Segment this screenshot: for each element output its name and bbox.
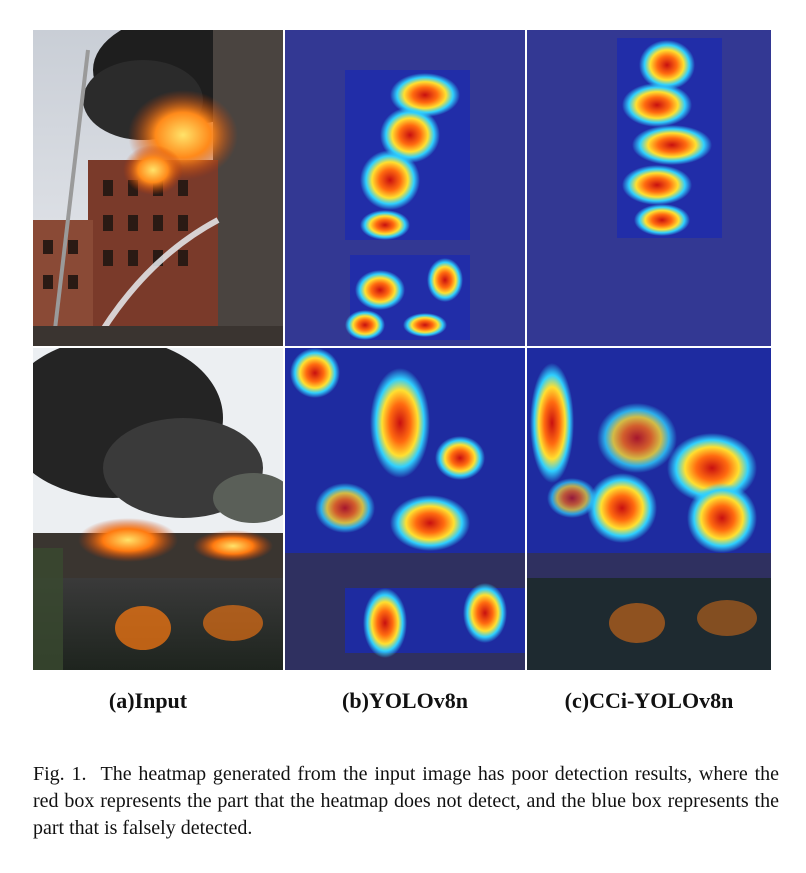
label-cci-yolov8n: (c)CCi-YOLOv8n (564, 688, 734, 713)
figure (33, 30, 771, 670)
caption-text: The heatmap generated from the input image has poor detection results, where the red box represents the part that the heatmap does not detect, and the blue box represents the part that is falsely detected. (33, 763, 780, 839)
input-image-boat-fire (33, 348, 283, 670)
subfigure-labels (0, 688, 806, 718)
label-yolov8n: (b)YOLOv8n (342, 688, 468, 713)
heatmap-yolov8n-boat (285, 348, 525, 670)
figure-caption (33, 761, 779, 842)
input-image-building-fire (33, 30, 283, 346)
figure-number: Fig. 1. (33, 763, 87, 785)
heatmap-cci-yolov8n-boat (527, 348, 771, 670)
heatmap-cci-yolov8n-building (527, 30, 771, 346)
label-input: (a)Input (108, 688, 188, 713)
heatmap-yolov8n-building (285, 30, 525, 346)
